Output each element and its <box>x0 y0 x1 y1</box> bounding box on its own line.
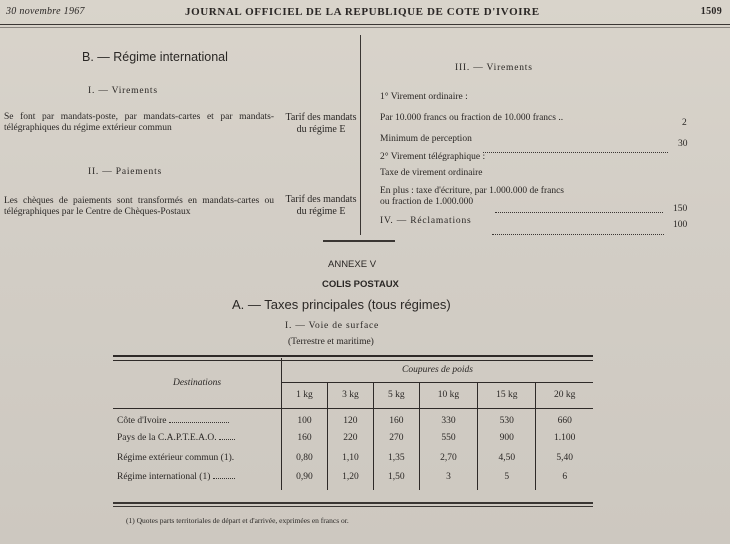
weights-group-header: Coupures de poids <box>282 358 594 382</box>
column-divider <box>360 35 361 235</box>
taxe-ecriture-value: 150 <box>673 204 688 214</box>
table-row <box>113 428 593 448</box>
rate-cell: 660 <box>557 416 572 427</box>
virements-iii-heading: III. — Virements <box>455 63 533 73</box>
voie-subheading: (Terrestre et maritime) <box>288 337 374 347</box>
leader-dots <box>483 140 668 158</box>
leader-dots <box>495 200 663 218</box>
rate-cell: 220 <box>327 428 373 448</box>
virements-heading: I. — Virements <box>88 86 158 96</box>
virement-telegraphique-heading: 2° Virement télégraphique : <box>380 152 486 162</box>
tarif-note-1: Tarif des mandats du régime E <box>285 112 357 135</box>
table-row <box>113 408 593 428</box>
rate-cell: 160 <box>282 428 328 448</box>
rate-cell: 5 <box>478 468 536 490</box>
rate-cell: 2,70 <box>419 448 477 468</box>
taxe-virement-label: Taxe de virement ordinaire <box>380 168 483 178</box>
leader-dots <box>492 222 664 240</box>
rate-cell: 900 <box>478 428 536 448</box>
rate-cell: 4,50 <box>478 448 536 468</box>
destinations-header: Destinations <box>113 358 282 408</box>
rate-cell: 270 <box>373 428 419 448</box>
rate-cell: 5,40 <box>556 453 574 463</box>
header-date: 30 novembre 1967 <box>6 6 85 17</box>
table-bottom-rule <box>113 502 593 504</box>
rate-cell: 330 <box>419 408 477 428</box>
rate-cell: 160 <box>373 408 419 428</box>
destination-cell: Côte d'Ivoire <box>117 416 167 427</box>
destination-cell: Régime extérieur commun (1). <box>113 448 282 468</box>
weight-header: 3 kg <box>327 382 373 408</box>
rate-cell: 1,35 <box>373 448 419 468</box>
voie-heading: I. — Voie de surface <box>285 321 379 331</box>
rate-cell: 1,10 <box>327 448 373 468</box>
rate-cell: 550 <box>419 428 477 448</box>
annex-subtitle: COLIS POSTAUX <box>322 279 399 290</box>
table-row <box>113 448 593 468</box>
section-separator <box>323 240 395 242</box>
tarif-note-2: Tarif des mandats du régime E <box>285 194 357 217</box>
rate-cell: 0,80 <box>282 448 328 468</box>
rate-cell: 530 <box>478 408 536 428</box>
section-title: B. — Régime international <box>82 50 228 64</box>
rate-cell: 120 <box>327 408 373 428</box>
paiements-heading: II. — Paiements <box>88 167 163 177</box>
header-rule-thin <box>0 27 730 28</box>
rate-per-10000-label: Par 10.000 francs ou fraction de 10.000 francs .. <box>380 113 564 123</box>
rate-cell: 3 <box>419 468 477 490</box>
paiements-text: Les chèques de paiements sont transformés en mandats-cartes ou télégraphiques par le Centre de Chèques-Postaux <box>4 196 274 217</box>
destination-cell: Pays de la C.A.P.T.E.A.O. <box>117 433 217 443</box>
rate-cell: 0,90 <box>282 468 328 490</box>
taxe-ecriture-label-a: En plus : taxe d'écriture, par 1.000.000 de francs <box>380 186 564 196</box>
weight-header: 5 kg <box>373 382 419 408</box>
taxe-ecriture-label-b: ou fraction de 1.000.000 <box>380 197 474 207</box>
destination-cell: Régime international (1) <box>117 472 211 482</box>
minimum-perception-label: Minimum de perception <box>380 134 472 144</box>
journal-title: JOURNAL OFFICIEL DE LA REPUBLIQUE DE COTE D'IVOIRE <box>185 6 540 18</box>
virement-ordinaire-heading: 1° Virement ordinaire : <box>380 92 468 102</box>
weight-header: 1 kg <box>282 382 328 408</box>
rate-cell: 1,50 <box>373 468 419 490</box>
rate-cell: 1.100 <box>554 433 576 443</box>
footnote: (1) Quotes parts territoriales de départ et d'arrivée, exprimées en francs or. <box>126 516 349 525</box>
reclamations-label: IV. — Réclamations <box>380 216 472 226</box>
reclamations-value: 100 <box>673 220 688 230</box>
weight-header: 10 kg <box>419 382 477 408</box>
page-number: 1509 <box>700 6 722 17</box>
header-rule <box>0 24 730 25</box>
table-row <box>113 468 593 490</box>
annex-title: ANNEXE V <box>328 259 377 270</box>
weight-header: 15 kg <box>478 382 536 408</box>
weight-header: 20 kg <box>536 382 593 408</box>
rate-per-10000-value: 2 <box>682 118 687 128</box>
rate-cell: 6 <box>562 472 568 482</box>
minimum-perception-value: 30 <box>678 139 688 149</box>
rates-table <box>113 358 593 490</box>
taxes-title: A. — Taxes principales (tous régimes) <box>232 297 451 312</box>
rate-cell: 1,20 <box>327 468 373 490</box>
table-bottom-rule-thin <box>113 506 593 507</box>
rate-cell: 100 <box>282 408 328 428</box>
virements-text: Se font par mandats-poste, par mandats-cartes et par mandats-télégraphiques du régime extérieur commun <box>4 112 274 133</box>
